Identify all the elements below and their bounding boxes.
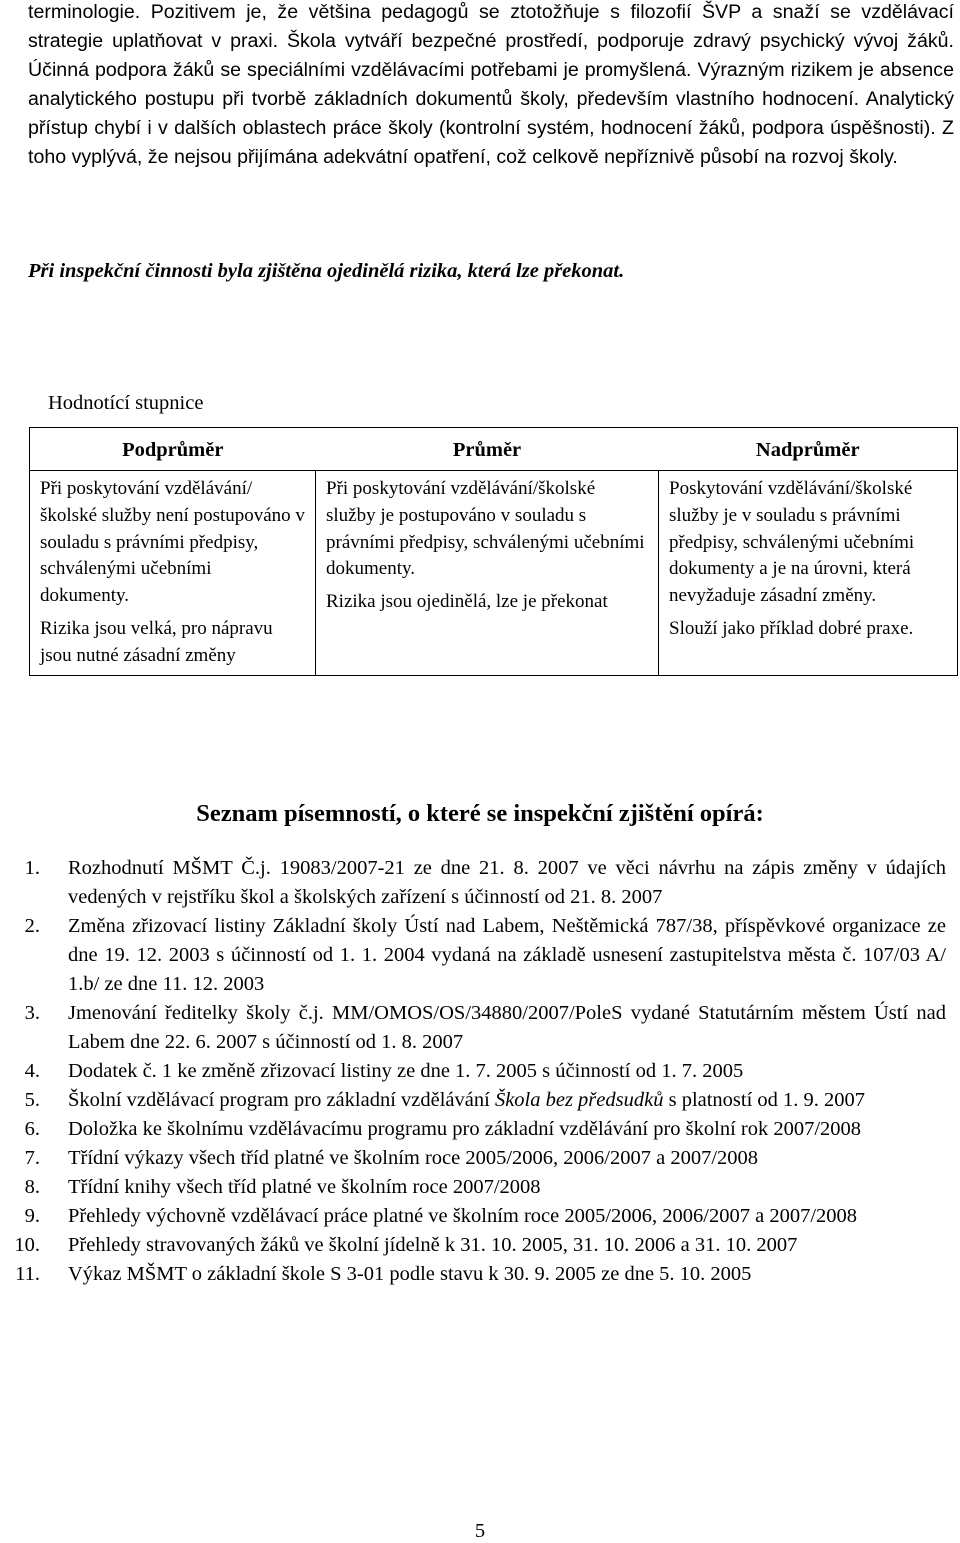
scale-heading-below-average: Podprůměr xyxy=(30,428,316,471)
list-item-number: 9. xyxy=(24,1205,40,1227)
inspection-conclusion: Při inspekční činnosti byla zjištěna ojedinělá rizika, která lze překonat. xyxy=(28,260,625,282)
list-item-text: Jmenování ředitelky školy č.j. MM/OMOS/OS/34880/2007/PoleS vydané Statutárním městem Ústí nad Labem dne 22. 6. 2007 s účinností od 1. 8. 2007 xyxy=(68,1002,946,1053)
scale-risk-note: Rizika jsou ojedinělá, lze je překonat xyxy=(326,591,608,613)
scale-cell-below-average xyxy=(30,471,316,676)
rating-scale-header-row xyxy=(30,428,958,471)
scale-cell-average xyxy=(316,471,659,676)
list-item-number: 10. xyxy=(14,1234,40,1256)
list-item xyxy=(0,1057,946,1086)
list-item xyxy=(0,912,946,999)
list-item-number: 4. xyxy=(24,1060,40,1082)
list-item-text: Přehledy výchovně vzdělávací práce platné ve školním roce 2005/2006, 2006/2007 a 2007/2008 xyxy=(68,1205,858,1227)
list-item-number: 11. xyxy=(15,1263,40,1285)
list-item xyxy=(0,1115,946,1144)
rating-scale-body-row xyxy=(30,471,958,676)
list-item-number: 6. xyxy=(24,1118,40,1140)
intro-paragraph: terminologie. Pozitivem je, že většina pedagogů se ztotožňuje s filozofií ŠVP a snaží se vzdělávací strategie uplatňovat v praxi. Škola vytváří bezpečné prostředí, podporuje zdravý psychický vývoj žáků. Účinná podpora žáků se speciálními vzdělávacími potřebami je promyšlená. Výrazným rizikem je absence analytického postupu při tvorbě základních dokumentů školy, především vlastního hodnocení. Analytický přístup chybí i v dalších oblastech práce školy (kontrolní systém, hodnocení žáků, podpora úspěšnosti). Z toho vyplývá, že nejsou přijímána adekvátní opatření, což celkově nepříznivě působí na rozvoj školy. xyxy=(28,1,954,168)
list-item-text: Třídní knihy všech tříd platné ve školním roce 2007/2008 xyxy=(68,1176,541,1198)
list-item xyxy=(0,1144,946,1173)
scale-risk-note: Slouží jako příklad dobré praxe. xyxy=(669,617,914,639)
list-item-text-suffix: s platností od 1. 9. 2007 xyxy=(663,1089,866,1111)
list-item-number: 3. xyxy=(24,1002,40,1024)
list-item-number: 2. xyxy=(24,915,40,937)
list-item-text: Dodatek č. 1 ke změně zřizovací listiny ze dne 1. 7. 2005 s účinností od 1. 7. 2005 xyxy=(68,1060,744,1082)
list-item xyxy=(0,1231,946,1260)
scale-description: Při poskytování vzdělávání/školské služby není postupováno v souladu s právními předpisy, schválenými učebními dokumenty. xyxy=(40,478,305,607)
scale-heading-above-average: Nadprůměr xyxy=(659,428,958,471)
page-number: 5 xyxy=(474,1520,486,1542)
list-item xyxy=(0,1260,946,1289)
list-item-number: 5. xyxy=(24,1089,40,1111)
scale-cell-above-average xyxy=(659,471,958,676)
rating-scale-table xyxy=(29,427,958,676)
list-item-text: Přehledy stravovaných žáků ve školní jídelně k 31. 10. 2005, 31. 10. 2006 a 31. 10. 2007 xyxy=(68,1234,798,1256)
scale-risk-note: Rizika jsou velká, pro nápravu jsou nutné zásadní změny xyxy=(40,617,273,666)
documents-list xyxy=(0,854,946,1289)
list-item-text: Školní vzdělávací program pro základní vzdělávání xyxy=(68,1089,495,1111)
list-item-text: Změna zřizovací listiny Základní školy Ústí nad Labem, Neštěmická 787/38, příspěvkové organizace ze dne 19. 12. 2003 s účinností od 1. 1. 2004 vydaná na základě usnesení zastupitelstva města č. 107/03 A/ 1.b/ ze dne 11. 12. 2003 xyxy=(68,915,946,995)
program-title: Škola bez předsudků xyxy=(494,1089,664,1111)
list-item xyxy=(0,854,946,912)
list-item xyxy=(0,1086,946,1115)
list-item-number: 8. xyxy=(24,1176,40,1198)
list-item-text: Třídní výkazy všech tříd platné ve školním roce 2005/2006, 2006/2007 a 2007/2008 xyxy=(68,1147,759,1169)
scale-description: Při poskytování vzdělávání/školské služby je postupováno v souladu s právními předpisy, schválenými učebními dokumenty. xyxy=(326,478,645,580)
list-item xyxy=(0,1173,946,1202)
scale-heading-average: Průměr xyxy=(316,428,659,471)
list-item xyxy=(0,1202,946,1231)
list-item-number: 7. xyxy=(24,1147,40,1169)
documents-list-title: Seznam písemností, o které se inspekční zjištění opírá: xyxy=(196,800,764,827)
list-item-text: Výkaz MŠMT o základní škole S 3-01 podle stavu k 30. 9. 2005 ze dne 5. 10. 2005 xyxy=(68,1263,752,1285)
list-item-text: Rozhodnutí MŠMT Č.j. 19083/2007-21 ze dne 21. 8. 2007 ve věci návrhu na zápis změny v údajích vedených v rejstříku škol a školských zařízení s účinností od 21. 8. 2007 xyxy=(68,857,946,908)
scale-description: Poskytování vzdělávání/školské služby je v souladu s právními předpisy, schválenými učebními dokumenty a je na úrovni, která nevyžaduje zásadní změny. xyxy=(669,478,915,607)
rating-scale-label: Hodnotící stupnice xyxy=(48,392,204,414)
list-item xyxy=(0,999,946,1057)
list-item-text: Doložka ke školnímu vzdělávacímu programu pro základní vzdělávání pro školní rok 2007/2008 xyxy=(68,1118,862,1140)
list-item-number: 1. xyxy=(24,857,40,879)
